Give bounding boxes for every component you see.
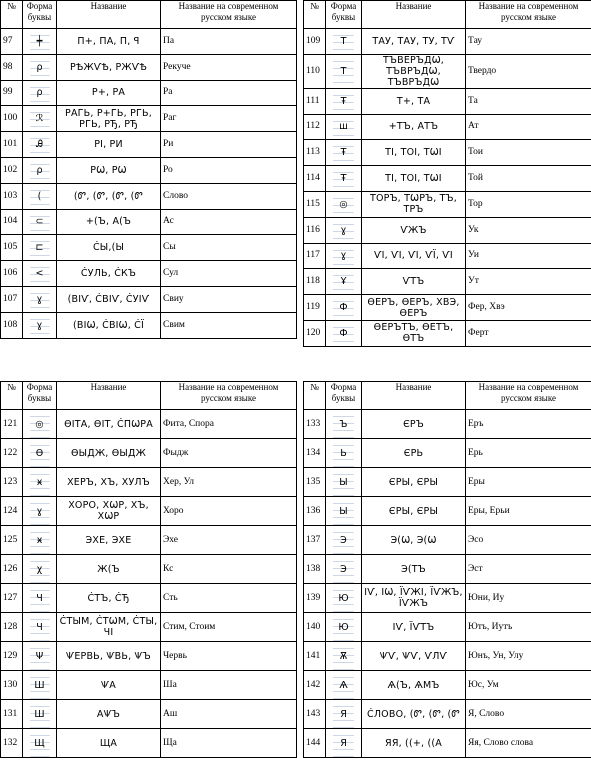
header-name: Название xyxy=(362,1,466,29)
letter-name: ТІ, ТОІ, ТѠІ xyxy=(362,140,466,166)
table-row xyxy=(1,584,297,613)
letter-name: ѲІТА, ѲІТ, ĊПѠРА xyxy=(57,410,161,439)
header-name: Название xyxy=(362,382,466,410)
modern-name: Тау xyxy=(466,29,591,55)
table-row xyxy=(1,729,297,758)
letter-glyph: Ѫ xyxy=(326,642,362,671)
letter-name: РІ, РИ xyxy=(57,132,161,158)
letter-name: РАГЬ, Р+ГЬ, РГЬ, РГЬ, РЂ, РЂ xyxy=(57,106,161,132)
letter-glyph: Ŧ xyxy=(326,88,362,114)
table-row xyxy=(1,183,297,209)
table-row xyxy=(304,497,591,526)
letter-glyph: ρ xyxy=(23,157,57,183)
letter-glyph: < xyxy=(23,261,57,287)
table-row xyxy=(304,729,591,758)
modern-name: Стим, Стоим xyxy=(161,613,297,642)
letter-glyph: ш xyxy=(326,114,362,140)
letter-number: 141 xyxy=(304,642,326,671)
table-row xyxy=(304,671,591,700)
table-row xyxy=(1,613,297,642)
letter-name: Э(Ѡ, Э(Ѡ xyxy=(362,526,466,555)
letter-number: 131 xyxy=(1,700,23,729)
header-form: Форма буквы xyxy=(23,1,57,29)
header-form: Форма буквы xyxy=(326,1,362,29)
letter-glyph: ◎ xyxy=(23,410,57,439)
letter-glyph: ɣ xyxy=(326,243,362,269)
modern-name: Юс, Ум xyxy=(466,671,591,700)
letter-number: 121 xyxy=(1,410,23,439)
modern-name: Эхе xyxy=(161,526,297,555)
letter-number: 99 xyxy=(1,80,23,106)
letter-number: 143 xyxy=(304,700,326,729)
letter-number: 134 xyxy=(304,439,326,468)
letter-number: 139 xyxy=(304,584,326,613)
letter-name: ЄРЫ, ЄРЫ xyxy=(362,497,466,526)
letters-table-top-left xyxy=(0,0,297,339)
table-row xyxy=(1,80,297,106)
table-row xyxy=(1,29,297,55)
modern-name: Сы xyxy=(161,235,297,261)
letter-name: ѲЕРЪТЪ, ѲЕТЪ, ѲТЪ xyxy=(362,320,466,346)
table-row xyxy=(304,410,591,439)
letter-number: 144 xyxy=(304,729,326,758)
letter-number: 112 xyxy=(304,114,326,140)
letter-name: Ѧ(Ъ, ѦМЪ xyxy=(362,671,466,700)
letter-name: ТЪВЕРЪДѠ, ТЪВРЪДѠ, ТЪВРЪДѠ xyxy=(362,54,466,88)
letter-name: ĊЛОВО, (Ꮫ, (Ꮫ, (Ꮫ xyxy=(362,700,466,729)
table-row xyxy=(304,191,591,217)
letter-name: ЭХЕ, ЭХЕ xyxy=(57,526,161,555)
letter-glyph: Ю xyxy=(326,613,362,642)
letter-number: 114 xyxy=(304,166,326,192)
letter-glyph: Ф xyxy=(326,320,362,346)
letter-name: ЯЯ, ((+, ((А xyxy=(362,729,466,758)
table-row xyxy=(1,642,297,671)
letter-name: ѰѴ, ѰѴ, ѴЛѴ xyxy=(362,642,466,671)
modern-name: Я, Слово xyxy=(466,700,591,729)
modern-name: Ща xyxy=(161,729,297,758)
modern-name: Ут xyxy=(466,269,591,295)
letter-number: 116 xyxy=(304,217,326,243)
modern-name: Твердо xyxy=(466,54,591,88)
letter-name: ѲЕРЪ, ѲЕРЪ, ХВЭ, ѲЕРЪ xyxy=(362,295,466,321)
letter-number: 132 xyxy=(1,729,23,758)
letter-glyph: Ɵ xyxy=(23,439,57,468)
modern-name: Эсо xyxy=(466,526,591,555)
modern-name: Уи xyxy=(466,243,591,269)
letter-number: 119 xyxy=(304,295,326,321)
letter-name: ĊУЛЬ, ĊКЪ xyxy=(57,261,161,287)
letter-glyph: ⊂ xyxy=(23,209,57,235)
letter-glyph: Ю xyxy=(326,584,362,613)
letter-number: 128 xyxy=(1,613,23,642)
modern-name: Еры xyxy=(466,468,591,497)
header-modern: Название на современном русском языке xyxy=(161,382,297,410)
modern-name: Па xyxy=(161,29,297,55)
header-modern: Название на современном русском языке xyxy=(161,1,297,29)
letter-name: РѠ, РѠ xyxy=(57,157,161,183)
letter-number: 142 xyxy=(304,671,326,700)
letter-glyph: Ш xyxy=(23,700,57,729)
letter-number: 117 xyxy=(304,243,326,269)
table-row xyxy=(304,217,591,243)
modern-name: Юнъ, Ун, Улу xyxy=(466,642,591,671)
letter-glyph: Ъ xyxy=(326,410,362,439)
modern-name: Та xyxy=(466,88,591,114)
letter-glyph: Ч xyxy=(23,584,57,613)
letter-name: ѴТЪ xyxy=(362,269,466,295)
table-row xyxy=(1,157,297,183)
header-modern: Название на современном русском языке xyxy=(466,382,591,410)
header-num: № xyxy=(304,382,326,410)
letter-glyph: Э xyxy=(326,555,362,584)
letter-number: 105 xyxy=(1,235,23,261)
letter-glyph: Т xyxy=(326,29,362,55)
header-num: № xyxy=(1,382,23,410)
letter-glyph: ρ xyxy=(23,54,57,80)
modern-name: Ферт xyxy=(466,320,591,346)
letter-number: 97 xyxy=(1,29,23,55)
letter-name: ĊТЪ, ĊЂ xyxy=(57,584,161,613)
letter-glyph: Ŧ xyxy=(326,166,362,192)
letter-number: 136 xyxy=(304,497,326,526)
table-row xyxy=(1,286,297,312)
letter-name: ЩА xyxy=(57,729,161,758)
letter-name: +ТЪ, АТЪ xyxy=(362,114,466,140)
letter-glyph: ⊏ xyxy=(23,235,57,261)
modern-name: Ас xyxy=(161,209,297,235)
table-row xyxy=(304,295,591,321)
header-modern: Название на современном русском языке xyxy=(466,1,591,29)
letter-glyph: Ψ xyxy=(23,642,57,671)
letter-glyph: Ѧ xyxy=(326,671,362,700)
letter-number: 103 xyxy=(1,183,23,209)
letter-number: 137 xyxy=(304,526,326,555)
letter-name: ѲЫДЖ, ѲЫДЖ xyxy=(57,439,161,468)
letter-number: 106 xyxy=(1,261,23,287)
letters-table-bottom-right xyxy=(303,381,591,758)
table-row xyxy=(304,54,591,88)
letter-number: 104 xyxy=(1,209,23,235)
letter-name: ІѴ, ЇѴТЪ xyxy=(362,613,466,642)
modern-name: Ук xyxy=(466,217,591,243)
letter-glyph: Э xyxy=(326,526,362,555)
letter-number: 127 xyxy=(1,584,23,613)
table-row xyxy=(1,261,297,287)
letter-number: 123 xyxy=(1,468,23,497)
modern-name: Кс xyxy=(161,555,297,584)
letter-name: П+, ПА, П, ꟼ xyxy=(57,29,161,55)
letter-number: 130 xyxy=(1,671,23,700)
header-form: Форма буквы xyxy=(326,382,362,410)
table-row xyxy=(1,526,297,555)
letter-name: ѴЖЪ xyxy=(362,217,466,243)
header-name: Название xyxy=(57,382,161,410)
header-num: № xyxy=(304,1,326,29)
table-row xyxy=(1,439,297,468)
letter-glyph: ◎ xyxy=(326,191,362,217)
letter-number: 122 xyxy=(1,439,23,468)
modern-name: Яя, Слово слова xyxy=(466,729,591,758)
letter-glyph: ɣ xyxy=(23,497,57,526)
table-row xyxy=(1,671,297,700)
letter-name: +(Ъ, А(Ъ xyxy=(57,209,161,235)
modern-name: Еры, Ерьи xyxy=(466,497,591,526)
modern-name: Аш xyxy=(161,700,297,729)
modern-name: Хер, Ул xyxy=(161,468,297,497)
letter-number: 138 xyxy=(304,555,326,584)
letter-glyph: ӿ xyxy=(23,526,57,555)
letter-glyph: ɣ xyxy=(326,217,362,243)
letter-number: 109 xyxy=(304,29,326,55)
letter-name: Т+, ТА xyxy=(362,88,466,114)
letter-name: (Ꮫ, (Ꮫ, (Ꮫ, (Ꮫ xyxy=(57,183,161,209)
modern-name: Раг xyxy=(161,106,297,132)
letter-name: ĊТЫМ, ĊТѠМ, ĊТЫ, ЧІ xyxy=(57,613,161,642)
letter-glyph: Ꭿ xyxy=(23,132,57,158)
table-row xyxy=(304,642,591,671)
table-row xyxy=(304,439,591,468)
modern-name: Той xyxy=(466,166,591,192)
letter-name: ІѴ, ІѠ, ЇѴЖІ, ЇѴЖЪ, ЇѴЖЪ xyxy=(362,584,466,613)
letter-number: 129 xyxy=(1,642,23,671)
modern-name: Ютъ, Иутъ xyxy=(466,613,591,642)
modern-name: Свим xyxy=(161,312,297,338)
table-row xyxy=(1,555,297,584)
letter-name: Ж(Ъ xyxy=(57,555,161,584)
table-row xyxy=(1,209,297,235)
modern-name: Ерь xyxy=(466,439,591,468)
letter-number: 135 xyxy=(304,468,326,497)
modern-name: Сул xyxy=(161,261,297,287)
table-row xyxy=(1,235,297,261)
table-row xyxy=(304,166,591,192)
letter-number: 140 xyxy=(304,613,326,642)
modern-name: Еръ xyxy=(466,410,591,439)
table-row xyxy=(304,700,591,729)
table-row xyxy=(1,497,297,526)
letter-number: 124 xyxy=(1,497,23,526)
letter-number: 98 xyxy=(1,54,23,80)
letter-name: ТІ, ТОІ, ТѠІ xyxy=(362,166,466,192)
letter-name: ѰЕРВЬ, ѰВЬ, ѰЪ xyxy=(57,642,161,671)
header-name: Название xyxy=(57,1,161,29)
letter-glyph: ɣ xyxy=(23,312,57,338)
letter-glyph: Щ xyxy=(23,729,57,758)
table-row xyxy=(1,410,297,439)
letter-glyph: ɣ xyxy=(23,286,57,312)
letter-name: ХОРО, ХѠР, ХЪ, ХѠР xyxy=(57,497,161,526)
letter-name: Э(ТЪ xyxy=(362,555,466,584)
table-row xyxy=(304,613,591,642)
letter-glyph: Ы xyxy=(326,468,362,497)
table-row xyxy=(304,468,591,497)
table-body xyxy=(1,410,297,758)
letter-number: 126 xyxy=(1,555,23,584)
letter-name: ХЕРЪ, ХЪ, ХУЛЪ xyxy=(57,468,161,497)
letter-glyph: Я xyxy=(326,729,362,758)
letters-table-bottom-left xyxy=(0,381,297,758)
letter-number: 133 xyxy=(304,410,326,439)
table-body xyxy=(304,29,591,347)
letter-number: 102 xyxy=(1,157,23,183)
table-row xyxy=(1,312,297,338)
letter-number: 111 xyxy=(304,88,326,114)
modern-name: Сть xyxy=(161,584,297,613)
table-row xyxy=(304,29,591,55)
modern-name: Свиу xyxy=(161,286,297,312)
table-row xyxy=(1,132,297,158)
table-row xyxy=(1,468,297,497)
letter-number: 100 xyxy=(1,106,23,132)
letter-name: ѴІ, ѴІ, ѴІ, ѴЇ, ѴІ xyxy=(362,243,466,269)
letter-glyph: Ŧ xyxy=(326,140,362,166)
letter-glyph: Ь xyxy=(326,439,362,468)
letter-name: ЄРЫ, ЄРЫ xyxy=(362,468,466,497)
header-form: Форма буквы xyxy=(23,382,57,410)
letter-glyph: Т xyxy=(326,54,362,88)
letter-number: 118 xyxy=(304,269,326,295)
table-row xyxy=(304,526,591,555)
letters-table-top-right xyxy=(303,0,591,347)
letter-number: 115 xyxy=(304,191,326,217)
letter-glyph: Ч xyxy=(23,613,57,642)
modern-name: Ра xyxy=(161,80,297,106)
letter-glyph: ( xyxy=(23,183,57,209)
modern-name: Ри xyxy=(161,132,297,158)
letter-name: Р+, РА xyxy=(57,80,161,106)
letter-glyph: Ш xyxy=(23,671,57,700)
modern-name: Тор xyxy=(466,191,591,217)
table-row xyxy=(304,88,591,114)
letter-number: 125 xyxy=(1,526,23,555)
modern-name: Рекуче xyxy=(161,54,297,80)
modern-name: Ат xyxy=(466,114,591,140)
table-row xyxy=(304,269,591,295)
letter-number: 120 xyxy=(304,320,326,346)
letter-glyph: Я xyxy=(326,700,362,729)
table-row xyxy=(304,140,591,166)
table-row xyxy=(304,243,591,269)
modern-name: Тои xyxy=(466,140,591,166)
letter-name: ТОРЪ, ТѠРЪ, ТЪ, ТРЪ xyxy=(362,191,466,217)
letter-name: РѢЖѴѢ, РЖѴѢ xyxy=(57,54,161,80)
table-body xyxy=(1,29,297,339)
modern-name: Фер, Хвэ xyxy=(466,295,591,321)
letter-number: 101 xyxy=(1,132,23,158)
modern-name: Юни, Иу xyxy=(466,584,591,613)
table-row xyxy=(1,106,297,132)
table-row xyxy=(1,700,297,729)
letter-name: ĊЫ,(Ы xyxy=(57,235,161,261)
letter-glyph: Ф xyxy=(326,295,362,321)
letter-glyph: Ы xyxy=(326,497,362,526)
modern-name: Ро xyxy=(161,157,297,183)
letter-number: 113 xyxy=(304,140,326,166)
header-num: № xyxy=(1,1,23,29)
letter-number: 110 xyxy=(304,54,326,88)
modern-name: Фыдж xyxy=(161,439,297,468)
table-row xyxy=(304,114,591,140)
letter-name: ѰА xyxy=(57,671,161,700)
letter-glyph: ӿ xyxy=(23,468,57,497)
letter-glyph: ┿ xyxy=(23,29,57,55)
modern-name: Фита, Спора xyxy=(161,410,297,439)
modern-name: Слово xyxy=(161,183,297,209)
table-body xyxy=(304,410,591,758)
letter-name: (ВІѴ, ĊВІѴ, ĊУІѴ xyxy=(57,286,161,312)
table-row xyxy=(304,320,591,346)
letter-name: АѰЪ xyxy=(57,700,161,729)
table-row xyxy=(304,555,591,584)
letter-glyph: ρ xyxy=(23,80,57,106)
modern-name: Червь xyxy=(161,642,297,671)
letter-glyph: Ұ xyxy=(326,269,362,295)
letter-name: ТАУ, ТАУ, ТУ, ТѴ xyxy=(362,29,466,55)
table-row xyxy=(1,54,297,80)
letter-number: 107 xyxy=(1,286,23,312)
modern-name: Эст xyxy=(466,555,591,584)
letter-name: ЄРЬ xyxy=(362,439,466,468)
modern-name: Хоро xyxy=(161,497,297,526)
letter-number: 108 xyxy=(1,312,23,338)
table-row xyxy=(304,584,591,613)
letter-glyph: χ xyxy=(23,555,57,584)
letter-glyph: ℛ xyxy=(23,106,57,132)
letter-name: (ВІѠ, ĊВІѠ, ĊЇ xyxy=(57,312,161,338)
modern-name: Ша xyxy=(161,671,297,700)
letter-name: ЄРЪ xyxy=(362,410,466,439)
